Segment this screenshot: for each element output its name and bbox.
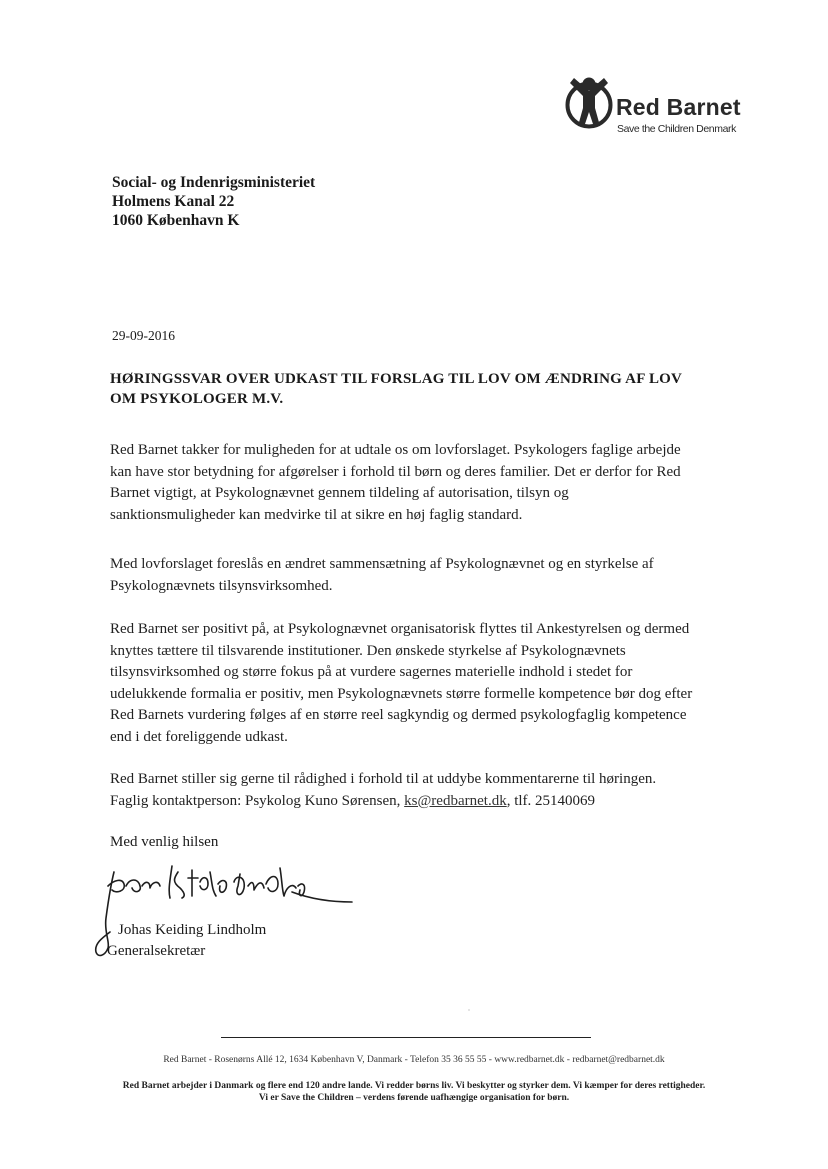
- letter-subject: HØRINGSSVAR OVER UDKAST TIL FORSLAG TIL LOV OM ÆNDRING AF LOV OM PSYKOLOGER M.V.: [110, 371, 682, 407]
- recipient-line-1: Social- og Indenrigsministeriet: [112, 174, 316, 191]
- logo-name: Red Barnet: [616, 94, 741, 120]
- footer-mission-line-2: Vi er Save the Children – verdens førende uafhængige organisation for børn.: [258, 1093, 570, 1103]
- footer-divider: [221, 1037, 591, 1038]
- contact-offer-line: Red Barnet stiller sig gerne til rådighed i forhold til at uddybe kommentarerne til høringen.: [110, 771, 657, 787]
- contact-person-prefix: Faglig kontaktperson: Psykolog Kuno Sørensen,: [110, 792, 405, 809]
- recipient-line-2: Holmens Kanal 22: [112, 193, 235, 210]
- signer-title: Generalsekretær: [107, 943, 206, 959]
- body-paragraph-3: Red Barnet ser positivt på, at Psykolognævnet organisatorisk flyttes til Ankestyrelsen og dermed knyttes tættere til tilsvarende institutioner. Den ønskede styrkelse af Psykolognævnets tilsynsvirksomhed og større fokus på at vurdere sagernes materielle indhold i stedet for udelukkende formalia er positiv, men Psykolognævnets større formelle kompetence bør dog efter Red Barnets vurdering følges af en større reel sagkyndig og dermed psykologfaglig kompetence end i det foreliggende udkast.: [110, 621, 693, 745]
- child-raising-arms-icon: [564, 74, 614, 132]
- footer-mission-line-1: Red Barnet arbejder i Danmark og flere end 120 andre lande. Vi redder børns liv. Vi beskytter og styrker dem. Vi kæmper for deres rettigheder.: [122, 1081, 706, 1091]
- footer-contact: Red Barnet - Rosenørns Allé 12, 1634 København V, Danmark - Telefon 35 36 55 55 - www.redbarnet.dk - redbarnet@redbarnet.dk: [163, 1055, 665, 1065]
- recipient-address: [112, 173, 315, 230]
- contact-person-line: [110, 791, 695, 813]
- footer-mission: [0, 1080, 828, 1104]
- signer-name: Johas Keiding Lindholm: [118, 922, 267, 938]
- scan-speck: [468, 1009, 470, 1011]
- logo-tagline: Save the Children Denmark: [617, 123, 736, 135]
- recipient-line-3: 1060 København K: [112, 212, 240, 229]
- letter-date: 29-09-2016: [112, 328, 175, 343]
- red-barnet-logo: [564, 74, 754, 140]
- body-paragraph-1: Red Barnet takker for muligheden for at udtale os om lovforslaget. Psykologers faglige arbejde kan have stor betydning for afgørelser i forhold til børn og deres familier. Det er derfor for Red Barnet vigtigt, at Psykolognævnet gennem tildeling af autorisation, tilsyn og sanktionsmuligheder kan medvirke til at sikre en høj faglig standard.: [110, 442, 681, 523]
- body-paragraph-4: [110, 769, 695, 812]
- contact-phone: , tlf. 25140069: [506, 792, 596, 809]
- signer-block: [107, 920, 267, 962]
- body-paragraph-2: Med lovforslaget foreslås en ændret sammensætning af Psykolognævnet og en styrkelse af Psykolognævnets tilsynsvirksomhed.: [110, 556, 654, 594]
- contact-email-link[interactable]: ks@redbarnet.dk: [404, 792, 507, 809]
- closing-greeting: Med venlig hilsen: [110, 834, 219, 850]
